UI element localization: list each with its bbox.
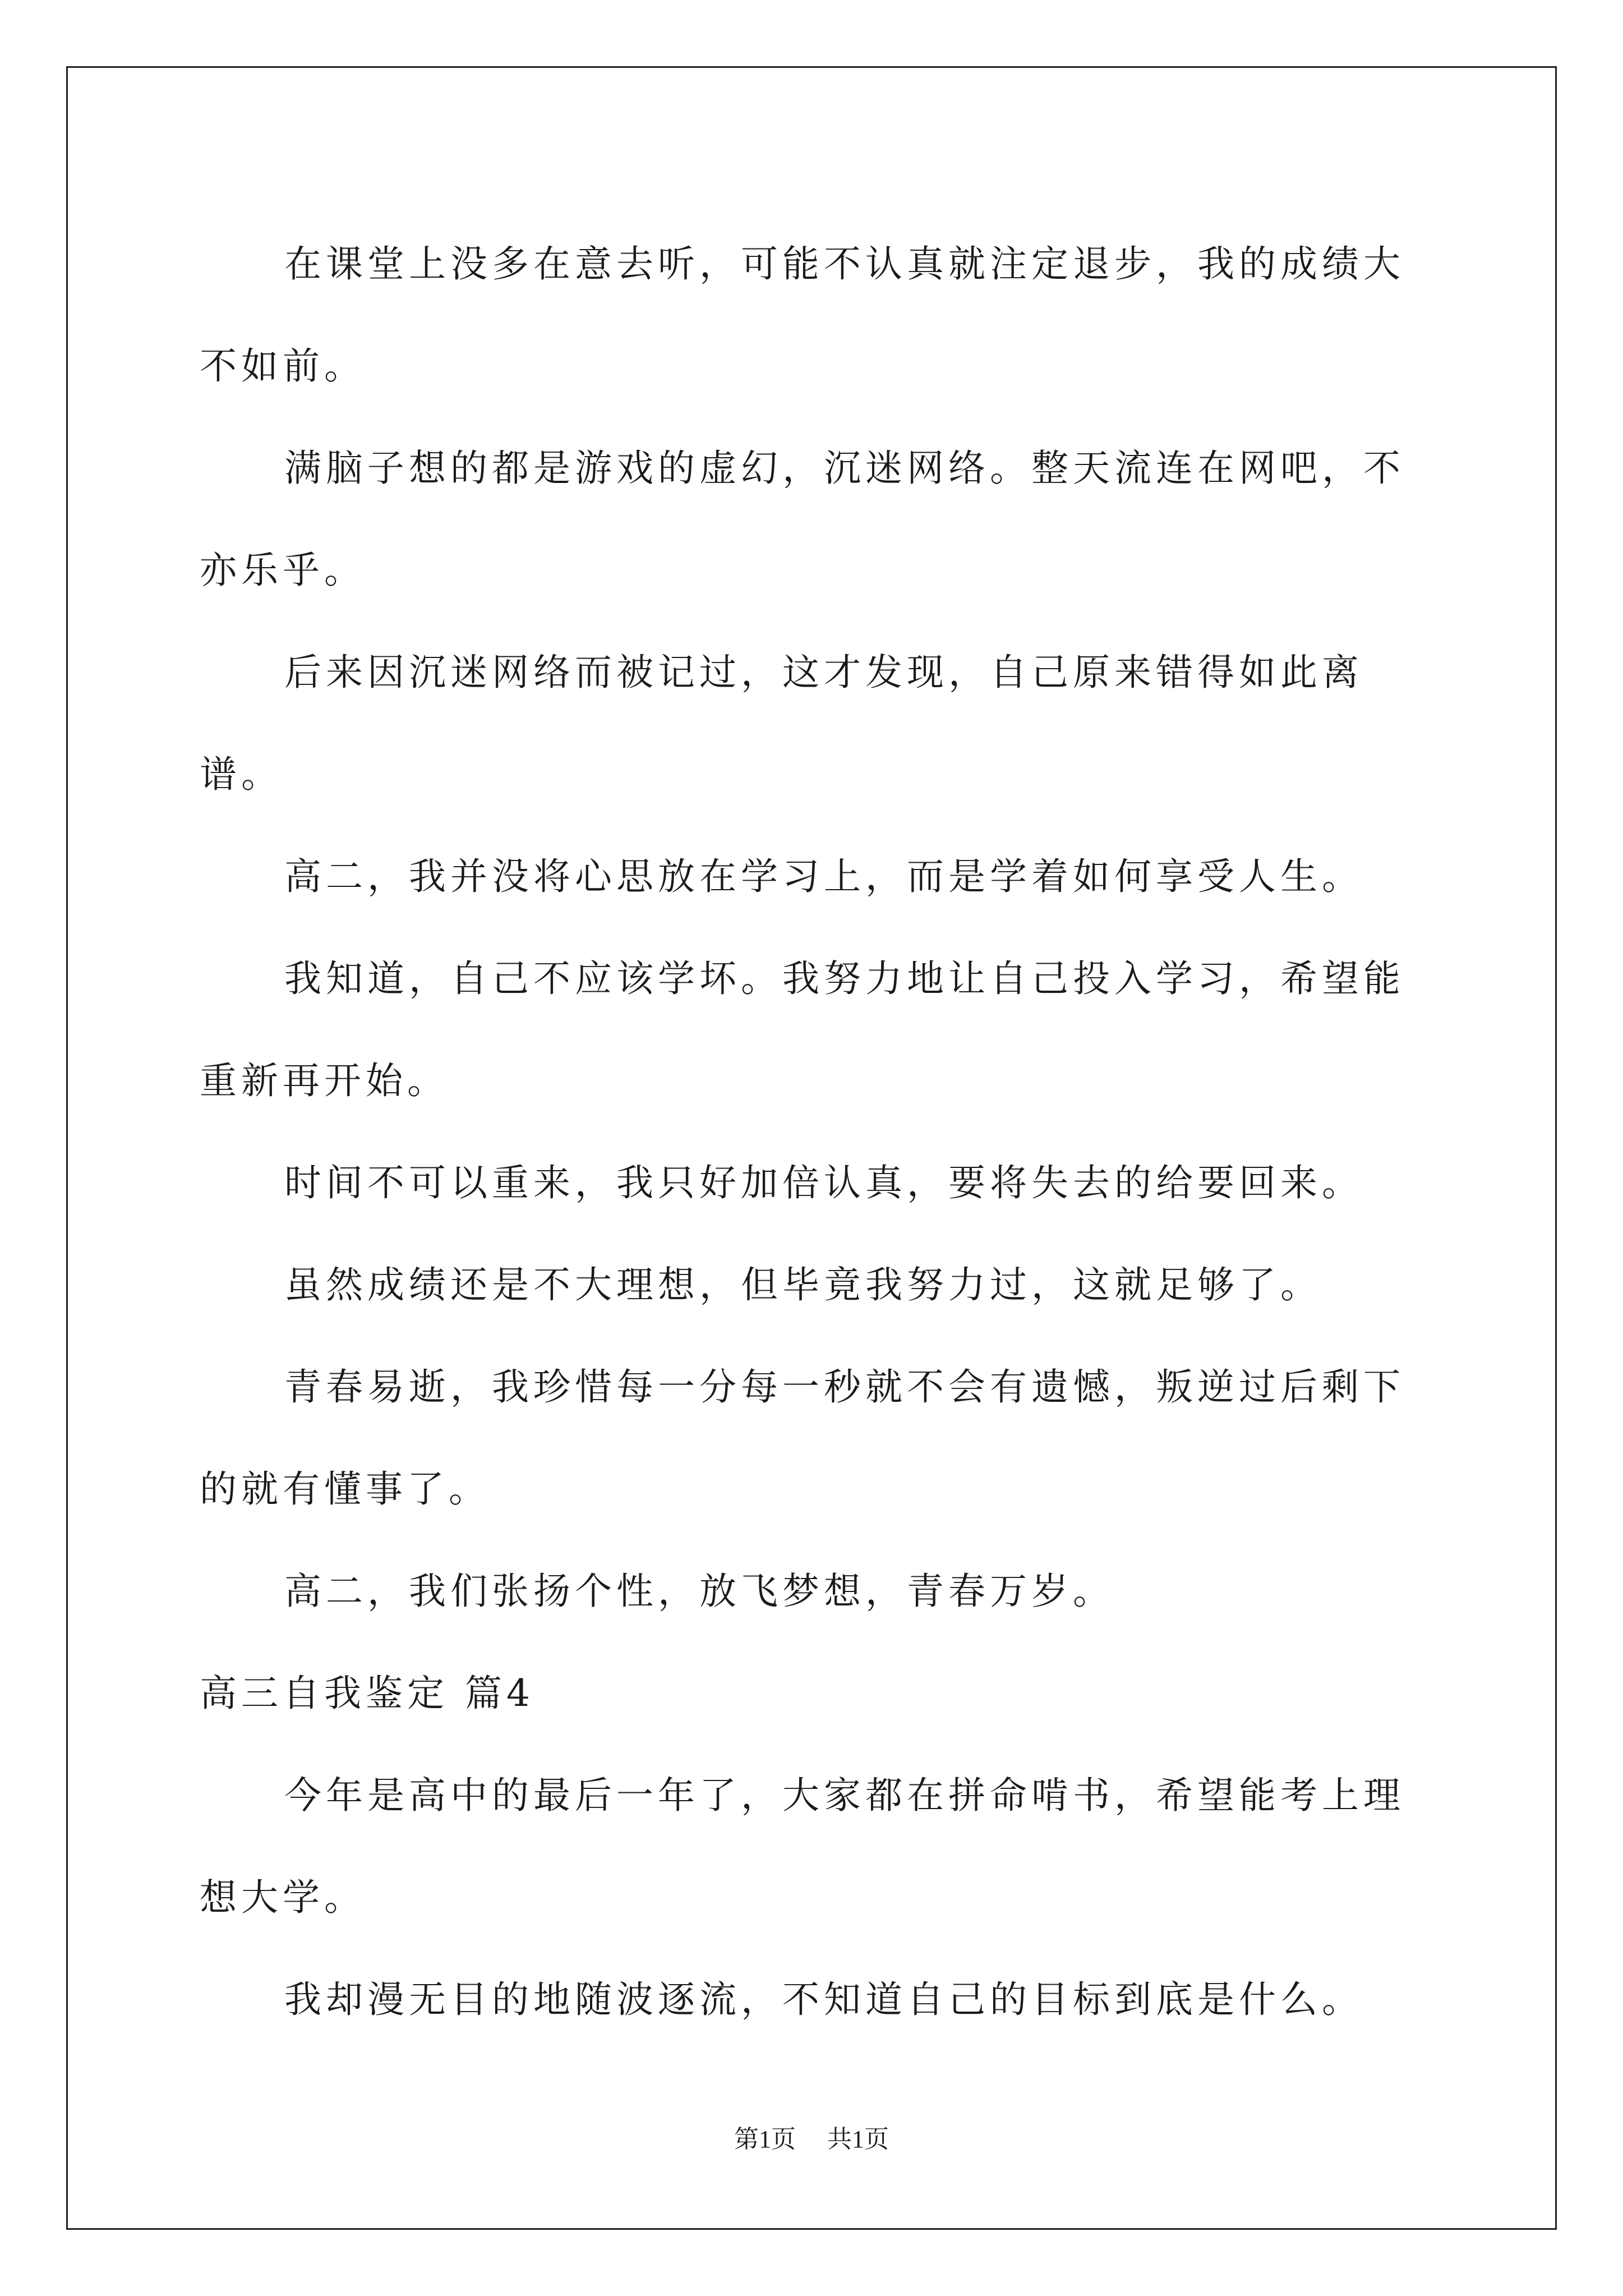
- paragraph: 后来因沉迷网络而被记过，这才发现，自己原来错得如此离谱。: [200, 651, 1363, 796]
- paragraph: 高二，我并没将心思放在学习上，而是学着如何享受人生。: [284, 855, 1363, 898]
- section-heading: 高三自我鉴定 篇4: [200, 1672, 534, 1715]
- paragraph: 高二，我们张扬个性，放飞梦想，青春万岁。: [284, 1570, 1114, 1613]
- paragraph: 我却漫无目的地随波逐流，不知道自己的目标到底是什么。: [284, 1978, 1363, 2021]
- paragraph: 虽然成绩还是不大理想，但毕竟我努力过，这就足够了。: [284, 1263, 1322, 1306]
- document-body: [200, 213, 1428, 2051]
- page-footer: [0, 2123, 1623, 2156]
- paragraph: 今年是高中的最后一年了，大家都在拼命啃书，希望能考上理想大学。: [200, 1774, 1405, 1919]
- page-number: 第1页: [734, 2125, 796, 2153]
- paragraph: 时间不可以重来，我只好加倍认真，要将失去的给要回来。: [284, 1161, 1363, 1204]
- paragraph: 在课堂上没多在意去听，可能不认真就注定退步，我的成绩大不如前。: [200, 242, 1405, 388]
- paragraph: 我知道，自己不应该学坏。我努力地让自己投入学习，希望能重新再开始。: [200, 957, 1405, 1102]
- page-total: 共1页: [827, 2125, 889, 2153]
- paragraph: 满脑子想的都是游戏的虚幻，沉迷网络。整天流连在网吧，不亦乐乎。: [200, 447, 1405, 592]
- paragraph: 青春易逝，我珍惜每一分每一秒就不会有遗憾，叛逆过后剩下的就有懂事了。: [200, 1365, 1405, 1511]
